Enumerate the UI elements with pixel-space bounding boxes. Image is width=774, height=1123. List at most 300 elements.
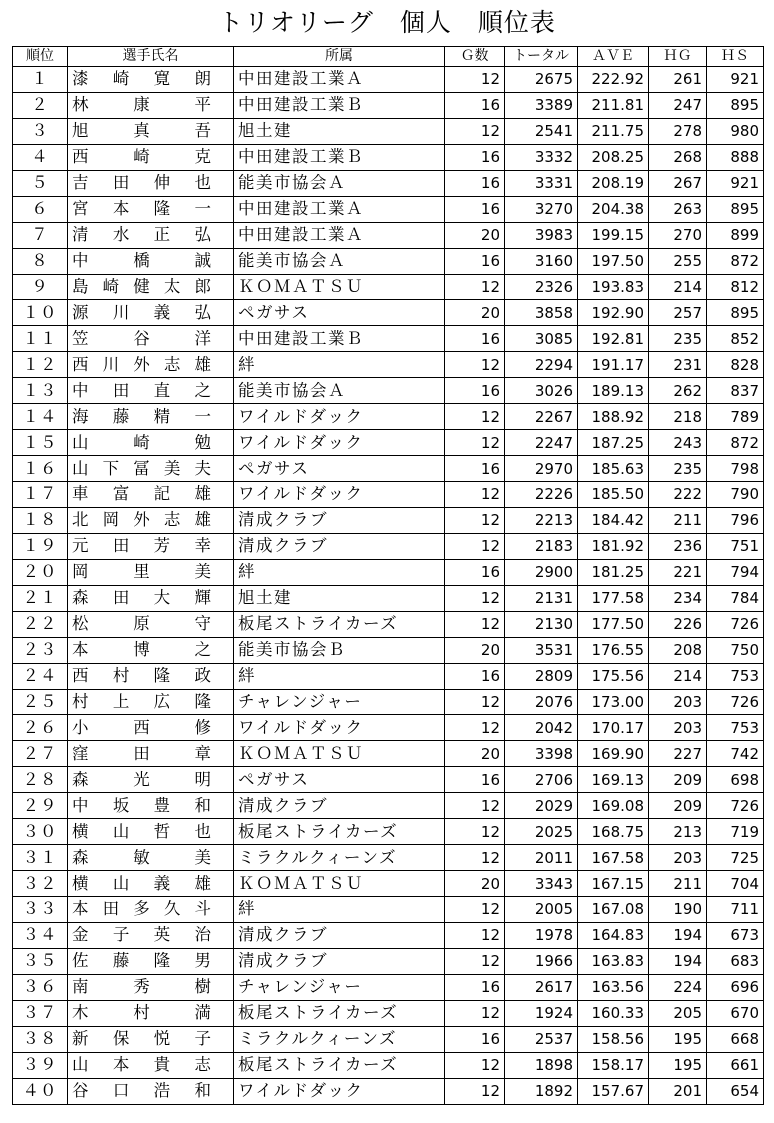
high-game-cell: 203 — [649, 689, 707, 715]
high-series-cell: 812 — [707, 274, 764, 300]
average-cell: 167.58 — [578, 845, 649, 871]
high-series-cell: 654 — [707, 1078, 764, 1104]
table-row — [13, 533, 764, 559]
total-cell: 2226 — [505, 482, 578, 508]
average-cell: 175.56 — [578, 663, 649, 689]
high-game-cell: 235 — [649, 456, 707, 482]
games-cell: 12 — [445, 611, 505, 637]
high-series-cell: 673 — [707, 922, 764, 948]
team-cell: ＫＯＭＡＴＳＵ — [234, 274, 445, 300]
games-cell: 16 — [445, 326, 505, 352]
average-cell: 204.38 — [578, 196, 649, 222]
table-row — [13, 611, 764, 637]
high-series-cell: 753 — [707, 663, 764, 689]
high-game-cell: 222 — [649, 482, 707, 508]
team-cell: 中田建設工業Ａ — [234, 222, 445, 248]
header-high-series: ＨＳ — [707, 47, 764, 67]
total-cell: 2541 — [505, 118, 578, 144]
high-series-cell: 726 — [707, 689, 764, 715]
games-cell: 12 — [445, 1000, 505, 1026]
rank-cell: ２６ — [13, 715, 68, 741]
average-cell: 222.92 — [578, 67, 649, 93]
high-game-cell: 211 — [649, 871, 707, 897]
page-title: トリオリーグ 個人 順位表 — [218, 8, 556, 37]
average-cell: 208.25 — [578, 144, 649, 170]
high-series-cell: 980 — [707, 118, 764, 144]
table-body — [13, 67, 764, 1105]
rank-cell: ８ — [13, 248, 68, 274]
table-row — [13, 585, 764, 611]
high-series-cell: 711 — [707, 897, 764, 923]
player-name-cell: 西崎克 — [68, 144, 234, 170]
total-cell: 2025 — [505, 819, 578, 845]
table-row — [13, 689, 764, 715]
games-cell: 12 — [445, 1052, 505, 1078]
games-cell: 20 — [445, 300, 505, 326]
rank-cell: ７ — [13, 222, 68, 248]
table-row — [13, 378, 764, 404]
average-cell: 188.92 — [578, 404, 649, 430]
player-name-cell: 森田大輝 — [68, 585, 234, 611]
total-cell: 1892 — [505, 1078, 578, 1104]
games-cell: 12 — [445, 819, 505, 845]
high-series-cell: 725 — [707, 845, 764, 871]
team-cell: ワイルドダック — [234, 404, 445, 430]
total-cell: 2183 — [505, 533, 578, 559]
games-cell: 12 — [445, 533, 505, 559]
rank-cell: ３１ — [13, 845, 68, 871]
high-series-cell: 661 — [707, 1052, 764, 1078]
high-series-cell: 698 — [707, 767, 764, 793]
games-cell: 16 — [445, 974, 505, 1000]
high-game-cell: 208 — [649, 637, 707, 663]
total-cell: 2042 — [505, 715, 578, 741]
table-row — [13, 974, 764, 1000]
high-game-cell: 235 — [649, 326, 707, 352]
high-series-cell: 794 — [707, 559, 764, 585]
high-series-cell: 742 — [707, 741, 764, 767]
player-name-cell: 源川義弘 — [68, 300, 234, 326]
table-row — [13, 67, 764, 93]
table-row — [13, 326, 764, 352]
team-cell: 中田建設工業Ｂ — [234, 326, 445, 352]
games-cell: 16 — [445, 170, 505, 196]
high-game-cell: 214 — [649, 274, 707, 300]
high-game-cell: 261 — [649, 67, 707, 93]
rank-cell: １３ — [13, 378, 68, 404]
high-series-cell: 750 — [707, 637, 764, 663]
player-name-cell: 山下冨美夫 — [68, 456, 234, 482]
player-name-cell: 森光明 — [68, 767, 234, 793]
average-cell: 158.17 — [578, 1052, 649, 1078]
team-cell: ＫＯＭＡＴＳＵ — [234, 871, 445, 897]
total-cell: 3531 — [505, 637, 578, 663]
player-name-cell: 本田多久斗 — [68, 897, 234, 923]
high-series-cell: 828 — [707, 352, 764, 378]
high-series-cell: 895 — [707, 196, 764, 222]
games-cell: 12 — [445, 274, 505, 300]
high-game-cell: 243 — [649, 430, 707, 456]
rank-cell: ３９ — [13, 1052, 68, 1078]
games-cell: 16 — [445, 456, 505, 482]
average-cell: 157.67 — [578, 1078, 649, 1104]
rank-cell: ３６ — [13, 974, 68, 1000]
rank-cell: １ — [13, 67, 68, 93]
high-series-cell: 921 — [707, 67, 764, 93]
high-game-cell: 213 — [649, 819, 707, 845]
average-cell: 177.50 — [578, 611, 649, 637]
team-cell: 旭土建 — [234, 118, 445, 144]
high-series-cell: 895 — [707, 300, 764, 326]
average-cell: 169.13 — [578, 767, 649, 793]
player-name-cell: 佐藤隆男 — [68, 948, 234, 974]
player-name-cell: 岡里美 — [68, 559, 234, 585]
team-cell: 清成クラブ — [234, 533, 445, 559]
high-series-cell: 753 — [707, 715, 764, 741]
high-game-cell: 226 — [649, 611, 707, 637]
team-cell: 絆 — [234, 663, 445, 689]
player-name-cell: 窪田章 — [68, 741, 234, 767]
high-series-cell: 899 — [707, 222, 764, 248]
table-row — [13, 637, 764, 663]
games-cell: 12 — [445, 585, 505, 611]
average-cell: 191.17 — [578, 352, 649, 378]
rank-cell: ２０ — [13, 559, 68, 585]
high-game-cell: 227 — [649, 741, 707, 767]
table-row — [13, 1026, 764, 1052]
average-cell: 208.19 — [578, 170, 649, 196]
header-games: Ｇ数 — [445, 47, 505, 67]
high-game-cell: 211 — [649, 507, 707, 533]
team-cell: 中田建設工業Ａ — [234, 196, 445, 222]
player-name-cell: 吉田伸也 — [68, 170, 234, 196]
team-cell: 板尾ストライカーズ — [234, 611, 445, 637]
average-cell: 187.25 — [578, 430, 649, 456]
rank-cell: ２２ — [13, 611, 68, 637]
table-row — [13, 1078, 764, 1104]
team-cell: ペガサス — [234, 767, 445, 793]
average-cell: 211.81 — [578, 92, 649, 118]
player-name-cell: 旭真吾 — [68, 118, 234, 144]
games-cell: 20 — [445, 871, 505, 897]
high-game-cell: 247 — [649, 92, 707, 118]
high-series-cell: 895 — [707, 92, 764, 118]
rank-cell: １１ — [13, 326, 68, 352]
player-name-cell: 横山義雄 — [68, 871, 234, 897]
total-cell: 3026 — [505, 378, 578, 404]
team-cell: 中田建設工業Ｂ — [234, 144, 445, 170]
player-name-cell: 漆崎寛朗 — [68, 67, 234, 93]
rank-cell: ４ — [13, 144, 68, 170]
average-cell: 168.75 — [578, 819, 649, 845]
total-cell: 2809 — [505, 663, 578, 689]
average-cell: 158.56 — [578, 1026, 649, 1052]
team-cell: 清成クラブ — [234, 507, 445, 533]
table-row — [13, 663, 764, 689]
rank-cell: ２３ — [13, 637, 68, 663]
rank-cell: ２５ — [13, 689, 68, 715]
table-row — [13, 948, 764, 974]
average-cell: 181.92 — [578, 533, 649, 559]
total-cell: 2267 — [505, 404, 578, 430]
rank-cell: ２８ — [13, 767, 68, 793]
high-series-cell: 670 — [707, 1000, 764, 1026]
team-cell: チャレンジャー — [234, 974, 445, 1000]
games-cell: 12 — [445, 118, 505, 144]
total-cell: 3331 — [505, 170, 578, 196]
high-series-cell: 789 — [707, 404, 764, 430]
games-cell: 20 — [445, 741, 505, 767]
games-cell: 12 — [445, 845, 505, 871]
rank-cell: １６ — [13, 456, 68, 482]
total-cell: 2326 — [505, 274, 578, 300]
average-cell: 169.90 — [578, 741, 649, 767]
team-cell: 板尾ストライカーズ — [234, 819, 445, 845]
high-game-cell: 231 — [649, 352, 707, 378]
table-row — [13, 819, 764, 845]
table-row — [13, 456, 764, 482]
games-cell: 12 — [445, 67, 505, 93]
team-cell: 絆 — [234, 897, 445, 923]
team-cell: 能美市協会Ａ — [234, 248, 445, 274]
table-row — [13, 871, 764, 897]
rank-cell: ３５ — [13, 948, 68, 974]
average-cell: 189.13 — [578, 378, 649, 404]
rank-cell: ３３ — [13, 897, 68, 923]
total-cell: 2130 — [505, 611, 578, 637]
total-cell: 2294 — [505, 352, 578, 378]
team-cell: 中田建設工業Ｂ — [234, 92, 445, 118]
player-name-cell: 松原守 — [68, 611, 234, 637]
high-game-cell: 218 — [649, 404, 707, 430]
header-player-name: 選手氏名 — [68, 47, 234, 67]
player-name-cell: 海藤精一 — [68, 404, 234, 430]
table-row — [13, 248, 764, 274]
player-name-cell: 笠谷洋 — [68, 326, 234, 352]
games-cell: 12 — [445, 948, 505, 974]
total-cell: 3160 — [505, 248, 578, 274]
average-cell: 185.63 — [578, 456, 649, 482]
table-row — [13, 741, 764, 767]
player-name-cell: 清水正弘 — [68, 222, 234, 248]
average-cell: 192.90 — [578, 300, 649, 326]
games-cell: 12 — [445, 507, 505, 533]
team-cell: 絆 — [234, 559, 445, 585]
average-cell: 167.08 — [578, 897, 649, 923]
average-cell: 211.75 — [578, 118, 649, 144]
rank-cell: １２ — [13, 352, 68, 378]
high-series-cell: 852 — [707, 326, 764, 352]
high-game-cell: 221 — [649, 559, 707, 585]
table-row — [13, 507, 764, 533]
total-cell: 3332 — [505, 144, 578, 170]
high-series-cell: 726 — [707, 611, 764, 637]
rank-cell: ２４ — [13, 663, 68, 689]
header-high-game: ＨＧ — [649, 47, 707, 67]
total-cell: 3858 — [505, 300, 578, 326]
player-name-cell: 中坂豊和 — [68, 793, 234, 819]
rank-cell: ３２ — [13, 871, 68, 897]
rank-cell: １７ — [13, 482, 68, 508]
team-cell: チャレンジャー — [234, 689, 445, 715]
player-name-cell: 車富記雄 — [68, 482, 234, 508]
player-name-cell: 中田直之 — [68, 378, 234, 404]
table-row — [13, 1052, 764, 1078]
player-name-cell: 金子英治 — [68, 922, 234, 948]
table-row — [13, 845, 764, 871]
team-cell: 板尾ストライカーズ — [234, 1000, 445, 1026]
high-game-cell: 194 — [649, 948, 707, 974]
table-row — [13, 922, 764, 948]
high-game-cell: 203 — [649, 715, 707, 741]
average-cell: 163.83 — [578, 948, 649, 974]
total-cell: 2706 — [505, 767, 578, 793]
games-cell: 16 — [445, 1026, 505, 1052]
average-cell: 173.00 — [578, 689, 649, 715]
table-row — [13, 300, 764, 326]
high-series-cell: 837 — [707, 378, 764, 404]
player-name-cell: 北岡外志雄 — [68, 507, 234, 533]
total-cell: 2076 — [505, 689, 578, 715]
team-cell: 能美市協会Ａ — [234, 378, 445, 404]
total-cell: 1898 — [505, 1052, 578, 1078]
player-name-cell: 元田芳幸 — [68, 533, 234, 559]
rank-cell: ２ — [13, 92, 68, 118]
standings-table — [12, 46, 764, 1105]
games-cell: 20 — [445, 222, 505, 248]
player-name-cell: 横山哲也 — [68, 819, 234, 845]
table-row — [13, 144, 764, 170]
header-team: 所属 — [234, 47, 445, 67]
high-game-cell: 268 — [649, 144, 707, 170]
table-row — [13, 404, 764, 430]
average-cell: 167.15 — [578, 871, 649, 897]
average-cell: 169.08 — [578, 793, 649, 819]
total-cell: 2131 — [505, 585, 578, 611]
table-row — [13, 170, 764, 196]
table-row — [13, 274, 764, 300]
total-cell: 3398 — [505, 741, 578, 767]
header-rank: 順位 — [13, 47, 68, 67]
header-total: トータル — [505, 47, 578, 67]
total-cell: 2900 — [505, 559, 578, 585]
rank-cell: ５ — [13, 170, 68, 196]
average-cell: 181.25 — [578, 559, 649, 585]
player-name-cell: 木村満 — [68, 1000, 234, 1026]
high-series-cell: 872 — [707, 430, 764, 456]
total-cell: 2011 — [505, 845, 578, 871]
team-cell: 板尾ストライカーズ — [234, 1052, 445, 1078]
team-cell: ＫＯＭＡＴＳＵ — [234, 741, 445, 767]
total-cell: 3389 — [505, 92, 578, 118]
rank-cell: ３８ — [13, 1026, 68, 1052]
average-cell: 185.50 — [578, 482, 649, 508]
team-cell: ミラクルクィーンズ — [234, 1026, 445, 1052]
high-series-cell: 696 — [707, 974, 764, 1000]
high-game-cell: 201 — [649, 1078, 707, 1104]
games-cell: 16 — [445, 144, 505, 170]
team-cell: ワイルドダック — [234, 430, 445, 456]
high-game-cell: 234 — [649, 585, 707, 611]
games-cell: 16 — [445, 248, 505, 274]
team-cell: ワイルドダック — [234, 482, 445, 508]
table-row — [13, 715, 764, 741]
high-series-cell: 683 — [707, 948, 764, 974]
average-cell: 163.56 — [578, 974, 649, 1000]
high-game-cell: 263 — [649, 196, 707, 222]
games-cell: 12 — [445, 352, 505, 378]
header-row — [13, 47, 764, 67]
rank-cell: １５ — [13, 430, 68, 456]
table-row — [13, 897, 764, 923]
table-row — [13, 196, 764, 222]
team-cell: 能美市協会Ｂ — [234, 637, 445, 663]
total-cell: 2617 — [505, 974, 578, 1000]
high-series-cell: 872 — [707, 248, 764, 274]
high-game-cell: 190 — [649, 897, 707, 923]
high-series-cell: 888 — [707, 144, 764, 170]
table-row — [13, 559, 764, 585]
games-cell: 16 — [445, 559, 505, 585]
total-cell: 2213 — [505, 507, 578, 533]
total-cell: 1978 — [505, 922, 578, 948]
table-row — [13, 767, 764, 793]
total-cell: 2970 — [505, 456, 578, 482]
games-cell: 16 — [445, 92, 505, 118]
high-game-cell: 209 — [649, 767, 707, 793]
average-cell: 199.15 — [578, 222, 649, 248]
high-game-cell: 224 — [649, 974, 707, 1000]
player-name-cell: 新保悦子 — [68, 1026, 234, 1052]
high-series-cell: 704 — [707, 871, 764, 897]
header-average: ＡＶＥ — [578, 47, 649, 67]
rank-cell: ６ — [13, 196, 68, 222]
table-row — [13, 482, 764, 508]
player-name-cell: 南秀樹 — [68, 974, 234, 1000]
games-cell: 12 — [445, 404, 505, 430]
rank-cell: ９ — [13, 274, 68, 300]
high-series-cell: 921 — [707, 170, 764, 196]
high-game-cell: 205 — [649, 1000, 707, 1026]
games-cell: 12 — [445, 482, 505, 508]
total-cell: 3270 — [505, 196, 578, 222]
high-series-cell: 798 — [707, 456, 764, 482]
high-game-cell: 195 — [649, 1052, 707, 1078]
team-cell: 中田建設工業Ａ — [234, 67, 445, 93]
player-name-cell: 宮本隆一 — [68, 196, 234, 222]
games-cell: 16 — [445, 767, 505, 793]
table-row — [13, 222, 764, 248]
high-game-cell: 255 — [649, 248, 707, 274]
games-cell: 16 — [445, 196, 505, 222]
team-cell: ワイルドダック — [234, 715, 445, 741]
player-name-cell: 森敏美 — [68, 845, 234, 871]
player-name-cell: 山本貴志 — [68, 1052, 234, 1078]
team-cell: 旭土建 — [234, 585, 445, 611]
player-name-cell: 谷口浩和 — [68, 1078, 234, 1104]
total-cell: 3085 — [505, 326, 578, 352]
high-game-cell: 270 — [649, 222, 707, 248]
player-name-cell: 西川外志雄 — [68, 352, 234, 378]
total-cell: 3983 — [505, 222, 578, 248]
rank-cell: ２１ — [13, 585, 68, 611]
rank-cell: １９ — [13, 533, 68, 559]
games-cell: 12 — [445, 1078, 505, 1104]
team-cell: 清成クラブ — [234, 793, 445, 819]
player-name-cell: 小西修 — [68, 715, 234, 741]
average-cell: 193.83 — [578, 274, 649, 300]
total-cell: 2247 — [505, 430, 578, 456]
